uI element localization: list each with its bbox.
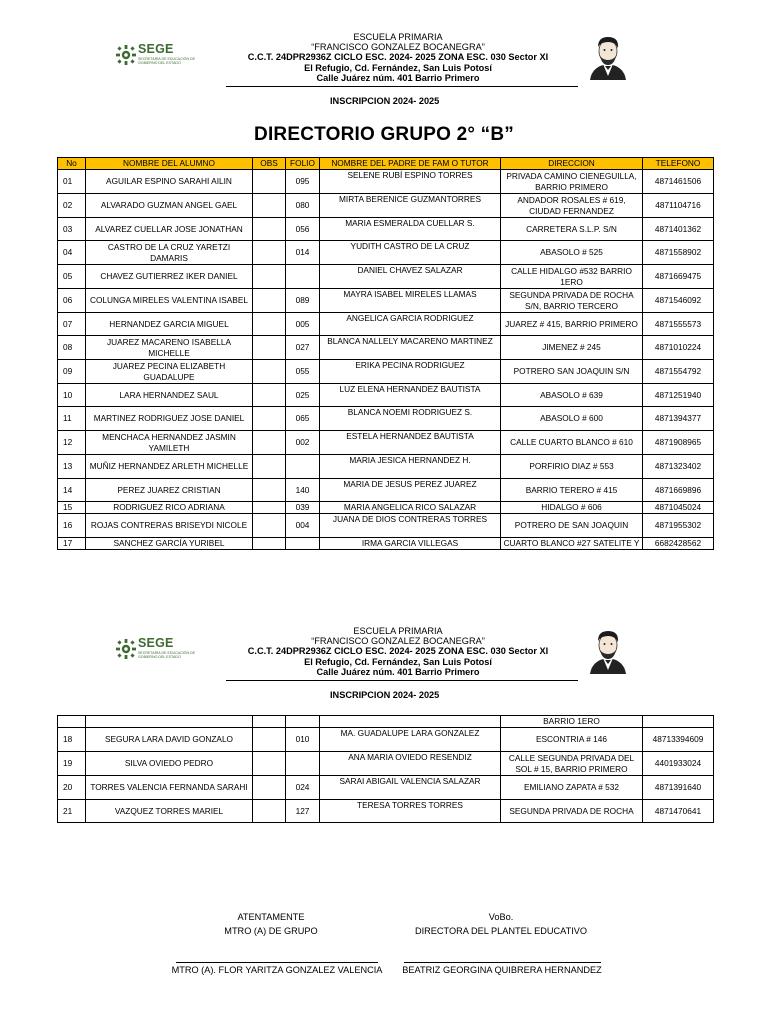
cell-tutor: MARIA ANGELICA RICO SALAZAR: [320, 502, 501, 514]
cell-alumno: MUÑIZ HERNANDEZ ARLETH MICHELLE: [86, 455, 253, 479]
cell-folio: [286, 455, 320, 479]
cell-no: 08: [58, 336, 86, 360]
cell-telefono: 6682428562: [643, 538, 714, 550]
school-heading: [220, 32, 576, 83]
cell-no: 06: [58, 289, 86, 313]
cell-direccion: ABASOLO # 639: [501, 384, 643, 407]
school-location: El Refugio, Cd. Fernández, San Luis Potosí: [304, 62, 492, 73]
cell-telefono: 48713394609: [643, 728, 714, 752]
cell-alumno: ROJAS CONTRERAS BRISEYDI NICOLE: [86, 514, 253, 538]
cell-no: 02: [58, 194, 86, 218]
cell-tutor: DANIEL CHAVEZ SALAZAR: [320, 265, 501, 289]
cell-alumno: SILVA OVIEDO PEDRO: [86, 752, 253, 776]
cell-obs: [253, 194, 286, 218]
director-signature-line: [404, 962, 601, 963]
cell-folio: 056: [286, 218, 320, 241]
table-row: [58, 455, 714, 479]
cell-alumno: MARTINEZ RODRIGUEZ JOSE DANIEL: [86, 407, 253, 431]
cell-obs: [253, 502, 286, 514]
cell-direccion: CUARTO BLANCO #27 SATELITE Y: [501, 538, 643, 550]
cell-folio: 089: [286, 289, 320, 313]
cell-telefono: 4871669475: [643, 265, 714, 289]
teacher-role-label: MTRO (A) DE GRUPO: [224, 926, 318, 936]
table-row-overflow: [58, 716, 714, 728]
vobo-label: VoBo.: [488, 912, 514, 922]
cell-folio: 127: [286, 800, 320, 823]
page-title: DIRECTORIO GRUPO 2° “B”: [254, 124, 514, 145]
table-row: [58, 360, 714, 384]
cell-tutor: ESTELA HERNANDEZ BAUTISTA: [320, 431, 501, 455]
cell-telefono: 4871323402: [643, 455, 714, 479]
table-row: [58, 407, 714, 431]
table-row: [58, 728, 714, 752]
cell-telefono: 4871010224: [643, 336, 714, 360]
cell-tutor: TERESA TORRES TORRES: [320, 800, 501, 823]
cell-alumno: COLUNGA MIRELES VALENTINA ISABEL: [86, 289, 253, 313]
sege-logo: [116, 40, 206, 74]
table-row: [58, 514, 714, 538]
cell-folio: 024: [286, 776, 320, 800]
cell-obs: [253, 752, 286, 776]
table-row: [58, 479, 714, 502]
cell-telefono: 4871401362: [643, 218, 714, 241]
cell-obs: [253, 289, 286, 313]
cell-direccion: SEGUNDA PRIVADA DE ROCHA: [501, 800, 643, 823]
cell-alumno: VAZQUEZ TORRES MARIEL: [86, 800, 253, 823]
cell-tutor: BLANCA NALLELY MACARENO MARTINEZ: [320, 336, 501, 360]
table-row: [58, 336, 714, 360]
school-type: ESCUELA PRIMARIA: [353, 32, 443, 42]
cell-direccion: PRIVADA CAMINO CIENEGUILLA, BARRIO PRIMERO: [501, 170, 643, 194]
cell-no: 13: [58, 455, 86, 479]
cell-telefono: 4871554792: [643, 360, 714, 384]
cell-folio: 025: [286, 384, 320, 407]
table-row: [58, 289, 714, 313]
cell-alumno: PEREZ JUAREZ CRISTIAN: [86, 479, 253, 502]
cell-folio: [286, 265, 320, 289]
cell-obs: [253, 407, 286, 431]
cell-direccion: HIDALGO # 606: [501, 502, 643, 514]
cell-alumno: SEGURA LARA DAVID GONZALO: [86, 728, 253, 752]
cell-obs: [253, 265, 286, 289]
table-row: [58, 218, 714, 241]
cell-tutor: MARIA ESMERALDA CUELLAR S.: [320, 218, 501, 241]
header-rule: [226, 680, 578, 681]
cell-telefono: 4871558902: [643, 241, 714, 265]
cell-direccion: SEGUNDA PRIVADA DE ROCHA S/N, BARRIO TERCERO: [501, 289, 643, 313]
table-row: [58, 241, 714, 265]
page-header: [0, 30, 768, 122]
cell-direccion: ANDADOR ROSALES # 619, CIUDAD FERNANDEZ: [501, 194, 643, 218]
closing-label: ATENTAMENTE: [237, 912, 305, 922]
cell-no: 03: [58, 218, 86, 241]
cell-tutor: MIRTA BERENICE GUZMANTORRES: [320, 194, 501, 218]
cell-tutor: JUANA DE DIOS CONTRERAS TORRES: [320, 514, 501, 538]
cell-folio: 039: [286, 502, 320, 514]
cell-tutor: ANA MARIA OVIEDO RESENDIZ: [320, 752, 501, 776]
portrait-illustration: [586, 32, 630, 80]
logo-brand: SEGE: [138, 42, 174, 56]
col-header-telefono: TELEFONO: [643, 158, 714, 170]
inscripcion-label: INSCRIPCION 2024- 2025: [330, 96, 440, 106]
cell-folio: 140: [286, 479, 320, 502]
cell-tutor: YUDITH CASTRO DE LA CRUZ: [320, 241, 501, 265]
logo-brand: SEGE: [138, 636, 174, 650]
cell-obs: [253, 170, 286, 194]
cell-obs: [253, 241, 286, 265]
cell-alumno: CASTRO DE LA CRUZ YARETZI DAMARIS: [86, 241, 253, 265]
cell-direccion: EMILIANO ZAPATA # 532: [501, 776, 643, 800]
cell-no: 14: [58, 479, 86, 502]
cell-telefono: 4871470641: [643, 800, 714, 823]
cell-tutor: IRMA GARCIA VILLEGAS: [320, 538, 501, 550]
portrait-illustration: [586, 626, 630, 674]
cell-telefono: 4401933024: [643, 752, 714, 776]
gear-emblem-icon: [116, 638, 136, 660]
table-row: [58, 431, 714, 455]
cell-no: 18: [58, 728, 86, 752]
col-header-alumno: NOMBRE DEL ALUMNO: [86, 158, 253, 170]
inscripcion-label: INSCRIPCION 2024- 2025: [330, 690, 440, 700]
cell-telefono: 4871394377: [643, 407, 714, 431]
cell-direccion: CALLE CUARTO BLANCO # 610: [501, 431, 643, 455]
cell-obs: [253, 313, 286, 336]
school-location: El Refugio, Cd. Fernández, San Luis Potosí: [304, 656, 492, 667]
cell-alumno: MENCHACA HERNANDEZ JASMIN YAMILETH: [86, 431, 253, 455]
cell-folio: 027: [286, 336, 320, 360]
school-heading: [220, 626, 576, 677]
cell-folio: 055: [286, 360, 320, 384]
cell-no: 12: [58, 431, 86, 455]
cell-obs: [253, 538, 286, 550]
col-header-folio: FOLIO: [286, 158, 320, 170]
cell-telefono: 4871908965: [643, 431, 714, 455]
cell-no: 05: [58, 265, 86, 289]
cell-folio: 002: [286, 431, 320, 455]
cell-tutor: SELENE RUBÍ ESPINO TORRES: [320, 170, 501, 194]
cell-folio: 005: [286, 313, 320, 336]
cell-direccion: CALLE HIDALGO #532 BARRIO 1ERO: [501, 265, 643, 289]
cell-telefono: 4871104716: [643, 194, 714, 218]
directory-table: [57, 157, 714, 550]
school-address: Calle Juárez núm. 401 Barrio Primero: [316, 72, 480, 83]
cell-tutor: LUZ ELENA HERNANDEZ BAUTISTA: [320, 384, 501, 407]
cell-telefono: 4871391640: [643, 776, 714, 800]
school-type: ESCUELA PRIMARIA: [353, 626, 443, 636]
cell-alumno: JUAREZ PECINA ELIZABETH GUADALUPE: [86, 360, 253, 384]
cell-obs: [253, 800, 286, 823]
cell-folio: 065: [286, 407, 320, 431]
school-cct: C.C.T. 24DPR2936Z CICLO ESC. 2024- 2025 ZONA ESC. 030 Sector XI: [247, 52, 549, 63]
cell-folio: 080: [286, 194, 320, 218]
cell-obs: [253, 384, 286, 407]
cell-obs: [253, 728, 286, 752]
cell-no: 15: [58, 502, 86, 514]
cell-direccion: JUAREZ # 415, BARRIO PRIMERO: [501, 313, 643, 336]
cell-alumno: ALVAREZ CUELLAR JOSE JONATHAN: [86, 218, 253, 241]
table-row: [58, 194, 714, 218]
cell-obs: [253, 514, 286, 538]
cell-direccion: BARRIO TERERO # 415: [501, 479, 643, 502]
cell-telefono: 4871045024: [643, 502, 714, 514]
cell-tutor: SARAI ABIGAIL VALENCIA SALAZAR: [320, 776, 501, 800]
cell-obs: [253, 336, 286, 360]
cell-no: 07: [58, 313, 86, 336]
table-row: [58, 170, 714, 194]
cell-direccion: PORFIRIO DIAZ # 553: [501, 455, 643, 479]
cell-telefono: 4871669896: [643, 479, 714, 502]
page-header-2: [0, 624, 768, 716]
gear-emblem-icon: [116, 44, 136, 66]
cell-direccion: BARRIO 1ERO: [501, 716, 643, 728]
cell-direccion: CALLE SEGUNDA PRIVADA DEL SOL # 15, BARRIO PRIMERO: [501, 752, 643, 776]
cell-obs: [253, 455, 286, 479]
cell-no: 09: [58, 360, 86, 384]
cell-telefono: 4871461506: [643, 170, 714, 194]
header-rule: [226, 86, 578, 87]
table-row: [58, 800, 714, 823]
cell-obs: [253, 218, 286, 241]
cell-no: 19: [58, 752, 86, 776]
cell-tutor: MARIA JESICA HERNANDEZ H.: [320, 455, 501, 479]
cell-obs: [253, 479, 286, 502]
cell-direccion: JIMENEZ # 245: [501, 336, 643, 360]
cell-alumno: SANCHEZ GARCÍA YURIBEL: [86, 538, 253, 550]
cell-alumno: LARA HERNANDEZ SAUL: [86, 384, 253, 407]
cell-obs: [253, 360, 286, 384]
school-cct: C.C.T. 24DPR2936Z CICLO ESC. 2024- 2025 ZONA ESC. 030 Sector XI: [247, 646, 549, 657]
teacher-name: MTRO (A). FLOR YARITZA GONZALEZ VALENCIA: [171, 965, 383, 975]
cell-direccion: CARRETERA S.L.P. S/N: [501, 218, 643, 241]
cell-alumno: HERNANDEZ GARCIA MIGUEL: [86, 313, 253, 336]
table-row: [58, 384, 714, 407]
table-header-row: [58, 158, 714, 170]
table-row: [58, 752, 714, 776]
cell-direccion: POTRERO SAN JOAQUIN S/N: [501, 360, 643, 384]
school-name: “FRANCISCO GONZALEZ BOCANEGRA”: [311, 636, 485, 647]
logo-subtitle: SECRETARÍA DE EDUCACIÓN DE GOBIERNO DEL ESTADO: [138, 651, 196, 660]
teacher-signature-line: [176, 962, 378, 963]
cell-alumno: ALVARADO GUZMAN ANGEL GAEL: [86, 194, 253, 218]
cell-no: 10: [58, 384, 86, 407]
cell-tutor: ERIKA PECINA RODRIGUEZ: [320, 360, 501, 384]
cell-telefono: 4871955302: [643, 514, 714, 538]
table-row: [58, 538, 714, 550]
table-row: [58, 776, 714, 800]
cell-alumno: CHAVEZ GUTIERREZ IKER DANIEL: [86, 265, 253, 289]
director-role-label: DIRECTORA DEL PLANTEL EDUCATIVO: [414, 926, 588, 936]
cell-telefono: 4871251940: [643, 384, 714, 407]
cell-no: 01: [58, 170, 86, 194]
cell-no: 20: [58, 776, 86, 800]
cell-alumno: TORRES VALENCIA FERNANDA SARAHI: [86, 776, 253, 800]
cell-folio: 010: [286, 728, 320, 752]
table-row: [58, 313, 714, 336]
cell-alumno: AGUILAR ESPINO SARAHI AILIN: [86, 170, 253, 194]
cell-direccion: ESCONTRIA # 146: [501, 728, 643, 752]
cell-tutor: MA. GUADALUPE LARA GONZALEZ: [320, 728, 501, 752]
cell-telefono: 4871555573: [643, 313, 714, 336]
cell-alumno: JUAREZ MACARENO ISABELLA MICHELLE: [86, 336, 253, 360]
cell-tutor: BLANCA NOEMI RODRIGUEZ S.: [320, 407, 501, 431]
cell-no: 11: [58, 407, 86, 431]
cell-direccion: ABASOLO # 525: [501, 241, 643, 265]
cell-tutor: MAYRA ISABEL MIRELES LLAMAS: [320, 289, 501, 313]
sege-logo: [116, 634, 206, 668]
cell-folio: 004: [286, 514, 320, 538]
school-name: “FRANCISCO GONZALEZ BOCANEGRA”: [311, 42, 485, 53]
col-header-tutor: NOMBRE DEL PADRE DE FAM O TUTOR: [320, 158, 501, 170]
school-address: Calle Juárez núm. 401 Barrio Primero: [316, 666, 480, 677]
table-row: [58, 502, 714, 514]
director-name: BEATRIZ GEORGINA QUIBRERA HERNANDEZ: [402, 965, 602, 975]
cell-telefono: 4871546092: [643, 289, 714, 313]
cell-alumno: RODRIGUEZ RICO ADRIANA: [86, 502, 253, 514]
cell-folio: [286, 538, 320, 550]
cell-obs: [253, 431, 286, 455]
cell-obs: [253, 776, 286, 800]
cell-folio: [286, 752, 320, 776]
cell-direccion: ABASOLO # 600: [501, 407, 643, 431]
cell-no: 04: [58, 241, 86, 265]
cell-folio: 095: [286, 170, 320, 194]
cell-direccion: POTRERO DE SAN JOAQUIN: [501, 514, 643, 538]
directory-table-continued: [57, 715, 714, 823]
cell-no: 17: [58, 538, 86, 550]
cell-folio: 014: [286, 241, 320, 265]
cell-tutor: ANGELICA GARCIA RODRIGUEZ: [320, 313, 501, 336]
cell-no: 16: [58, 514, 86, 538]
logo-subtitle: SECRETARÍA DE EDUCACIÓN DE GOBIERNO DEL ESTADO: [138, 57, 196, 66]
col-header-no: No: [58, 158, 86, 170]
col-header-direccion: DIRECCION: [501, 158, 643, 170]
cell-tutor: MARIA DE JESUS PEREZ JUAREZ: [320, 479, 501, 502]
col-header-obs: OBS: [253, 158, 286, 170]
cell-no: 21: [58, 800, 86, 823]
table-row: [58, 265, 714, 289]
